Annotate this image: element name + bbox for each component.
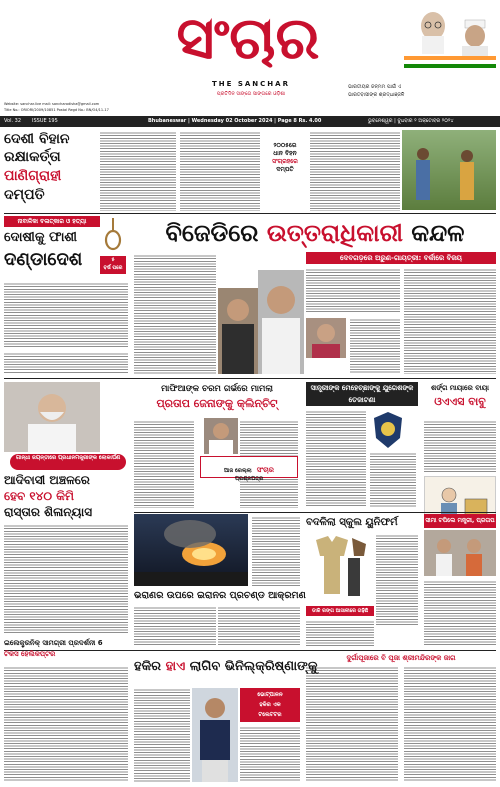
masthead-right-note-1: ଭାରତୀୟର ଜନ୍ମମ ପାଇଁ ଏ bbox=[348, 84, 402, 90]
masthead bbox=[0, 0, 500, 128]
tricolor-flag bbox=[404, 56, 496, 68]
bottom-headline-part-a: ହକିର bbox=[134, 659, 166, 674]
top-story-center-title bbox=[262, 142, 308, 192]
lead-headline bbox=[134, 216, 496, 250]
divider-top bbox=[4, 213, 496, 214]
lead-subhead: ଦେବଗଡ଼ରେ ଅରୁଣ-ଗାୟତ୍ରୀ: ବର୍କାରେ ବିଜୟ bbox=[306, 252, 496, 264]
issue-number: ISSUE 195 bbox=[32, 118, 58, 124]
bottom-tag bbox=[240, 688, 300, 722]
issue-date-odia: ଭୁବନେଶ୍ୱର | ବୁଧବାର ୨ ଅକ୍ଟୋବର ୨୦୨୪ bbox=[368, 118, 454, 124]
crime-badge-text: ବର୍ଷ ପରେ bbox=[103, 265, 123, 271]
doctor-headline-1: ଇଲେକ୍ଟ୍ରନିକ୍ ସାମଗ୍ରୀ ପ୍ରଦର୍ଶନୀ 6 bbox=[4, 639, 103, 647]
right-story-body bbox=[424, 420, 496, 472]
middle-headline-1: ମାଫିଆଙ୍କ ଚରମ ଗର୍ଭରେ ମାମଲା bbox=[161, 384, 273, 394]
lead-body-center-2 bbox=[350, 318, 400, 374]
top-story-body-3 bbox=[310, 131, 400, 211]
bottom-headline-part-b: ହାଏ bbox=[165, 659, 186, 674]
top-center-title-4: ଦମ୍ପତି bbox=[276, 166, 294, 173]
crime-body bbox=[4, 282, 128, 348]
promo-text-2: ସଂଚାର bbox=[256, 466, 274, 474]
uniform-headline: ବଦଳିଲା ସ୍କୁଲ ୟୁନିଫର୍ମ bbox=[306, 517, 398, 528]
pm-bubble: ଗାନ୍ଧୀ ଜୟନ୍ତୀରେ ପ୍ରଧାନମନ୍ତ୍ରୀଙ୍କ ଲୋକାର୍ପଣ bbox=[10, 454, 126, 470]
middle-headline-2: ପ୍ରତାପ ଜେନାଙ୍କୁ କ୍ଲିନ୍‌ଚିଟ୍ bbox=[156, 397, 278, 410]
masthead-right-note-2: ଭାରତବାସୀଙ୍କ ଶ୍ରଦ୍ଧାଞ୍ଜଳି bbox=[348, 92, 405, 98]
pm-headline-1: ଆଦିବାସୀ ଅଞ୍ଚଳରେ bbox=[4, 473, 90, 487]
doctor-body bbox=[4, 666, 128, 782]
uniform-illustration bbox=[306, 534, 374, 602]
fire-body-1 bbox=[252, 516, 300, 586]
uniform-body bbox=[376, 534, 418, 626]
gandhi-portrait bbox=[412, 6, 454, 54]
right-story-headline bbox=[424, 382, 496, 418]
top-story-side-box bbox=[4, 130, 96, 210]
bottom-headline bbox=[134, 652, 318, 684]
issue-vol: Vol. 32 bbox=[4, 118, 22, 124]
masthead-english-name: THE SANCHAR bbox=[212, 80, 290, 88]
paddy-field-photo bbox=[402, 130, 496, 210]
top-story-body-2 bbox=[180, 131, 260, 211]
top-center-title-3: ସଂଗ୍ରହରେ bbox=[272, 158, 298, 165]
doctor-headline bbox=[4, 638, 128, 664]
temple-headline: ଦୁର୍ଗାପୂଜାରେ ବି ପୂଜା ଶ୍ରୀମନ୍ଦିରଙ୍କ ଜାଗ bbox=[346, 654, 456, 662]
pm-body bbox=[4, 524, 128, 634]
top-story-body-1 bbox=[100, 131, 176, 211]
middle-person-photo bbox=[204, 418, 238, 454]
issue-bar bbox=[0, 116, 500, 127]
temple-body-2 bbox=[404, 666, 496, 782]
promo-text-1: ଆଜ ରେଲ୍ଲା bbox=[224, 468, 252, 474]
top-story-side-headline-2: ରକ୍ଷାକର୍ତ୍ତା bbox=[4, 149, 61, 165]
leader-photo-2 bbox=[258, 270, 304, 374]
shastri-portrait bbox=[456, 18, 494, 58]
border-body bbox=[424, 580, 496, 646]
lead-headline-part-a: ବିଜେଡିରେ bbox=[165, 219, 267, 247]
police-emblem bbox=[370, 410, 406, 450]
leader-photo-1 bbox=[218, 288, 258, 374]
bottom-tag-2: ହକିର ଏକ bbox=[259, 702, 281, 708]
doctor-headline-2: ଟିକସ ହେଲିକପ୍ଟର bbox=[4, 650, 56, 658]
right-story-headline-2: ଓଏଏସ ବାବୁ bbox=[434, 395, 486, 408]
pm-headline bbox=[4, 472, 128, 522]
promo-text-3: ପ୍ରଶ୍ନପତ୍ର bbox=[234, 476, 264, 482]
fire-body-2 bbox=[134, 606, 216, 646]
middle-headline bbox=[134, 382, 300, 418]
bottom-body-1 bbox=[134, 688, 190, 782]
fire-photo bbox=[134, 514, 248, 586]
noose-icon bbox=[100, 218, 126, 252]
fire-headline: ଭରାଣର ଉପରେ ଇରାନର ପ୍ରଚଣ୍ଡ ଆକ୍ରମଣ bbox=[134, 590, 306, 601]
crime-headline-1: ଦୋଷୀକୁ ଫାଶୀ bbox=[4, 230, 77, 245]
issue-date-english: Bhubaneswar | Wednesday 02 October 2024 | Page 8 Rs. 4.00 bbox=[148, 118, 322, 124]
sentry-body-2 bbox=[370, 452, 416, 508]
crime-badge bbox=[100, 256, 126, 274]
top-center-title-2: ଧାନ ବିହନ bbox=[273, 150, 297, 157]
sentry-headline: ସାନ୍ତ୍ରୀଙ୍କ ମେହେଚ୍ଛାଙ୍କୁ ଯୁଗେଶଙ୍କ ତେଜାଟଣା bbox=[306, 382, 418, 406]
pm-headline-2: ହେବ ୧୪୦ କିମି bbox=[4, 489, 75, 503]
middle-body-1 bbox=[134, 420, 194, 508]
lead-headline-part-c: କନ୍ଦଳ bbox=[403, 219, 465, 247]
crime-body-2 bbox=[4, 352, 128, 374]
uniform-caption: ଡାକି ରଙ୍ଗ ଆସାଳୀରେ ଗଢ଼ିଛି bbox=[306, 606, 374, 616]
bottom-tag-3: ଟଲେଟଟର bbox=[258, 712, 282, 718]
masthead-left-info-2: Title No.: ORIORI/2009/10851 Postal Regd No.: BN/O4/11-17 bbox=[4, 108, 109, 112]
top-story-side-headline-3: ପାଣିଗ୍ରାହୀ bbox=[4, 168, 62, 184]
masthead-logo-word: ସଂଚାର bbox=[176, 4, 320, 72]
border-photo bbox=[424, 530, 496, 576]
top-story-side-headline-1: ଦେଶୀ ବିହାନ bbox=[4, 131, 70, 147]
crime-headline-2: ଦଣ୍ଡାଦେଶ bbox=[4, 249, 83, 270]
pm-headline-3: ରାସ୍ତାର ଶିଳାନ୍ୟାସ bbox=[4, 505, 93, 519]
crime-kicker: ନାବାଳିକା ବଳାତ୍କାର ଓ ହତ୍ୟା bbox=[4, 216, 100, 227]
bottom-headline-part-c: ଲାଗିବ ଭିନିଲ୍‌କ୍ରିଷ୍ଣାଙ୍କୁ bbox=[185, 659, 318, 674]
leader-photo-3 bbox=[306, 318, 346, 358]
top-story-side-headline-4: ଦମ୍ପତି bbox=[4, 187, 45, 203]
top-center-title-1: ୨୦୦୫ରେ bbox=[273, 142, 297, 149]
masthead-logo bbox=[158, 6, 338, 76]
sentry-body-1 bbox=[306, 410, 366, 508]
lead-body-left bbox=[134, 254, 216, 374]
crime-badge-number: ୫ bbox=[111, 257, 115, 263]
bottom-body-2 bbox=[240, 726, 300, 782]
hockey-player-photo bbox=[192, 688, 238, 782]
masthead-left-info-1: Website: sanchar.live mail: sancharodisha@gmail.com bbox=[4, 102, 100, 106]
promo-box[interactable] bbox=[200, 456, 298, 482]
right-story-headline-1: ଶର୍ଙ୍ଗ ମାୟାରେ ବାୟା bbox=[430, 384, 489, 392]
pm-photo bbox=[4, 382, 100, 452]
border-headline: ସୀମା ଟପିଲେ ମନ୍ତ୍ରୀ, ପ୍ରତାପ bbox=[424, 514, 496, 528]
uniform-body-2 bbox=[306, 620, 374, 646]
lead-headline-part-b: ଉତ୍ତରାଧିକାରୀ bbox=[266, 219, 403, 247]
bottom-tag-1: ଭୋଟ୍‌ପାଳନ bbox=[257, 692, 283, 698]
divider-mid-1 bbox=[4, 378, 496, 379]
lead-body-right bbox=[404, 268, 496, 374]
temple-body-1 bbox=[306, 666, 398, 782]
fire-body-3 bbox=[218, 606, 300, 646]
divider-mid-2 bbox=[134, 512, 496, 513]
masthead-tagline: ପ୍ରତିଦିନ ସାଙ୍ଗେ ସାଙ୍ଗରେ ଓଡ଼ିଶା bbox=[216, 91, 286, 97]
lead-body-center bbox=[306, 268, 400, 314]
